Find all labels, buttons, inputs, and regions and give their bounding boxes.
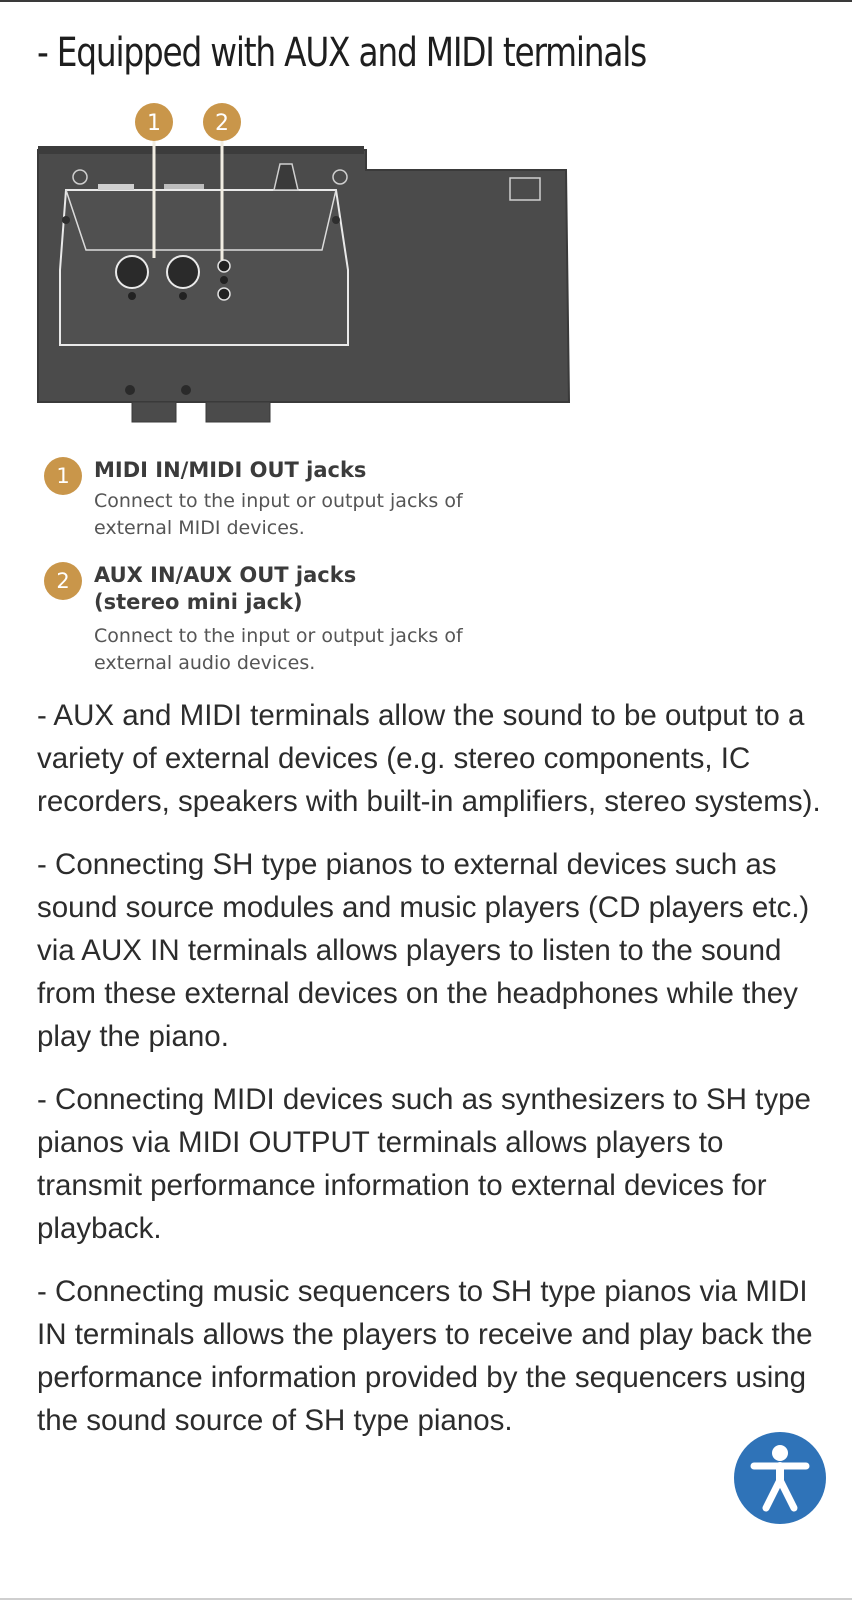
callout-2: 2 (215, 111, 229, 136)
legend-title: MIDI IN/MIDI OUT jacks (94, 458, 367, 482)
legend-subtitle: (stereo mini jack) (94, 590, 303, 614)
paragraph-midi-in: - Connecting music sequencers to SH type pianos via MIDI IN terminals allows the players to receive and play back the performance information provided by the sequencers using the sound source of SH type pianos. (37, 1275, 813, 1437)
article-body (37, 694, 827, 1462)
top-divider (0, 0, 852, 2)
paragraph-aux-midi-output: - AUX and MIDI terminals allow the sound to be output to a variety of external devices (e.g. stereo components, IC recorders, speakers with built-in amplifiers, stereo systems). (37, 699, 821, 818)
section-heading: - Equipped with AUX and MIDI terminals (37, 30, 646, 76)
paragraph-midi-output: - Connecting MIDI devices such as synthesizers to SH type pianos via MIDI OUTPUT terminals allows players to transmit performance information to external devices for playback. (37, 1083, 811, 1245)
legend-description: Connect to the input or output jacks of external MIDI devices. (94, 490, 463, 539)
legend-description: Connect to the input or output jacks of external audio devices. (94, 625, 463, 674)
piano-terminal-illustration (36, 100, 596, 440)
accessibility-person-icon (748, 1442, 812, 1514)
paragraph-aux-in: - Connecting SH type pianos to external devices such as sound source modules and music players (CD players etc.) via AUX IN terminals allows players to listen to the sound from these external devices on the headphones while they play the piano. (37, 848, 810, 1053)
terminal-figure (36, 100, 596, 680)
legend-number: 1 (44, 457, 82, 495)
legend-number: 2 (44, 562, 82, 600)
accessibility-button[interactable] (734, 1432, 826, 1524)
callout-1: 1 (147, 111, 161, 136)
legend-title: AUX IN/AUX OUT jacks (94, 563, 357, 587)
